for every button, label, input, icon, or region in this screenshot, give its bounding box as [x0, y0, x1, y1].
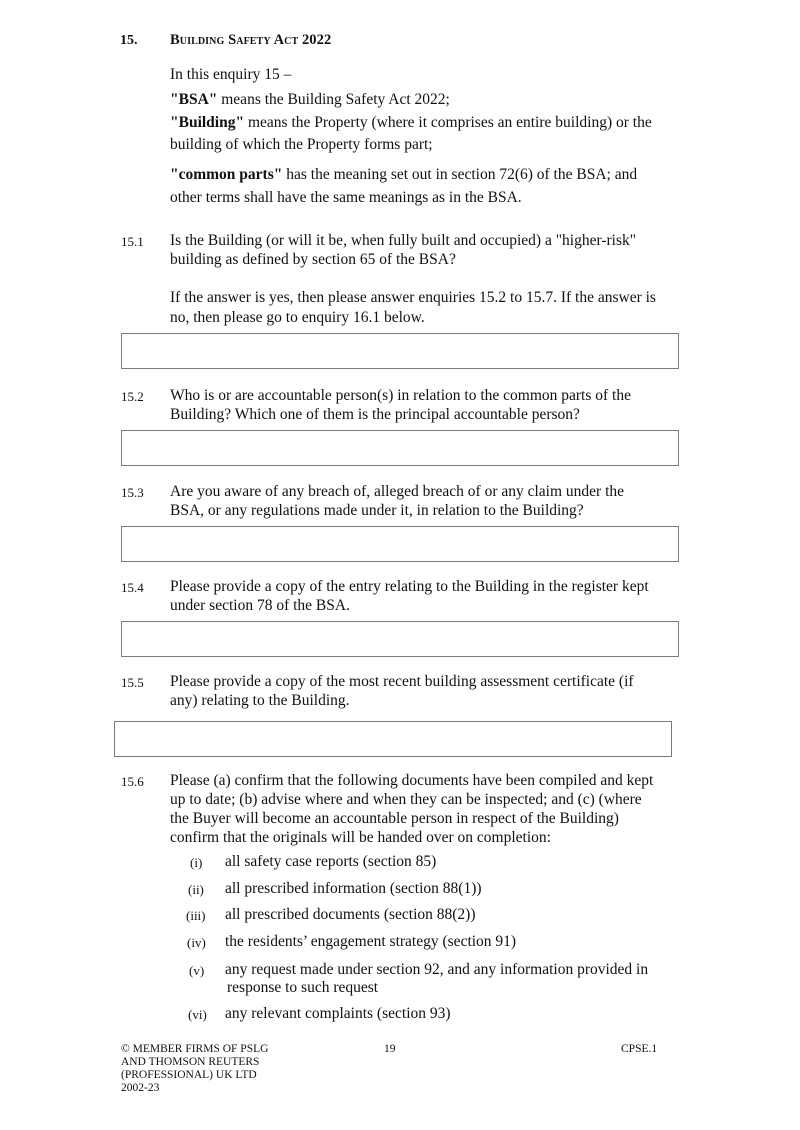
list-item: the residents’ engagement strategy (section 91)	[225, 933, 517, 950]
enquiry-note: no, then please go to enquiry 16.1 below.	[170, 309, 425, 326]
definition-building-cont: building of which the Property forms part;	[170, 136, 433, 153]
enquiry-text: up to date; (b) advise where and when they can be inspected; and (c) (where	[170, 791, 642, 808]
definition-term: "BSA"	[170, 91, 218, 108]
footer-copyright-line: 2002-23	[121, 1082, 160, 1094]
definition-text: means the Property (where it comprises an entire building) or the	[244, 114, 652, 131]
page-number: 19	[384, 1043, 396, 1055]
list-item-number: (ii)	[188, 882, 204, 897]
section-title: Building Safety Act 2022	[170, 32, 332, 48]
enquiry-number: 15.6	[121, 774, 144, 789]
enquiry-number: 15.1	[121, 234, 144, 249]
form-code: CPSE.1	[621, 1043, 658, 1055]
enquiry-text: Who is or are accountable person(s) in relation to the common parts of the	[170, 387, 631, 404]
definition-bsa	[170, 90, 685, 110]
list-item: all prescribed documents (section 88(2))	[225, 906, 476, 923]
answer-box-15-4[interactable]	[121, 621, 679, 657]
list-item: any request made under section 92, and any information provided in	[225, 961, 649, 978]
footer-copyright-line: (PROFESSIONAL) UK LTD	[121, 1069, 257, 1081]
enquiry-text: under section 78 of the BSA.	[170, 597, 350, 614]
enquiry-text: Please provide a copy of the most recent building assessment certificate (if	[170, 673, 634, 690]
answer-box-15-2[interactable]	[121, 430, 679, 466]
enquiry-text: any) relating to the Building.	[170, 692, 350, 709]
enquiry-note: If the answer is yes, then please answer enquiries 15.2 to 15.7. If the answer is	[170, 289, 656, 306]
definition-building	[170, 113, 685, 133]
list-item-cont: response to such request	[227, 979, 379, 996]
footer-copyright	[121, 1043, 268, 1095]
enquiry-number: 15.3	[121, 485, 144, 500]
enquiry-text: Is the Building (or will it be, when fully built and occupied) a "higher-risk"	[170, 232, 637, 249]
answer-box-15-5[interactable]	[114, 721, 672, 757]
list-item: all safety case reports (section 85)	[225, 853, 437, 870]
enquiry-number: 15.2	[121, 389, 144, 404]
list-item-number: (v)	[189, 963, 205, 978]
enquiry-text: Are you aware of any breach of, alleged breach of or any claim under the	[170, 483, 625, 500]
list-item-number: (iii)	[186, 908, 206, 923]
answer-box-15-1[interactable]	[121, 333, 679, 369]
enquiry-number: 15.5	[121, 675, 144, 690]
section-number: 15.	[120, 33, 138, 48]
definitions-intro: In this enquiry 15 –	[170, 66, 292, 83]
definition-common-parts-cont: other terms shall have the same meanings as in the BSA.	[170, 189, 522, 206]
enquiry-text: BSA, or any regulations made under it, in relation to the Building?	[170, 502, 584, 519]
enquiry-text: confirm that the originals will be handed over on completion:	[170, 829, 551, 846]
definition-common-parts	[170, 165, 685, 185]
enquiry-text: Please provide a copy of the entry relating to the Building in the register kept	[170, 578, 649, 595]
definition-text: means the Building Safety Act 2022;	[217, 91, 450, 108]
definition-term: "Building"	[170, 114, 245, 131]
definition-term: "common parts"	[170, 166, 283, 183]
list-item-number: (vi)	[188, 1007, 207, 1022]
enquiry-text: the Buyer will become an accountable person in respect of the Building)	[170, 810, 619, 827]
footer-copyright-line: AND THOMSON REUTERS	[121, 1056, 260, 1068]
list-item: any relevant complaints (section 93)	[225, 1005, 451, 1022]
list-item-number: (i)	[190, 855, 203, 870]
list-item-number: (iv)	[187, 935, 206, 950]
answer-box-15-3[interactable]	[121, 526, 679, 562]
footer-copyright-line: © MEMBER FIRMS OF PSLG	[121, 1043, 269, 1055]
enquiry-number: 15.4	[121, 580, 144, 595]
enquiry-text: building as defined by section 65 of the BSA?	[170, 251, 456, 268]
enquiry-text: Please (a) confirm that the following documents have been compiled and kept	[170, 772, 654, 789]
enquiry-text: Building? Which one of them is the principal accountable person?	[170, 406, 580, 423]
definition-text: has the meaning set out in section 72(6) of the BSA; and	[282, 166, 638, 183]
list-item: all prescribed information (section 88(1))	[225, 880, 482, 897]
